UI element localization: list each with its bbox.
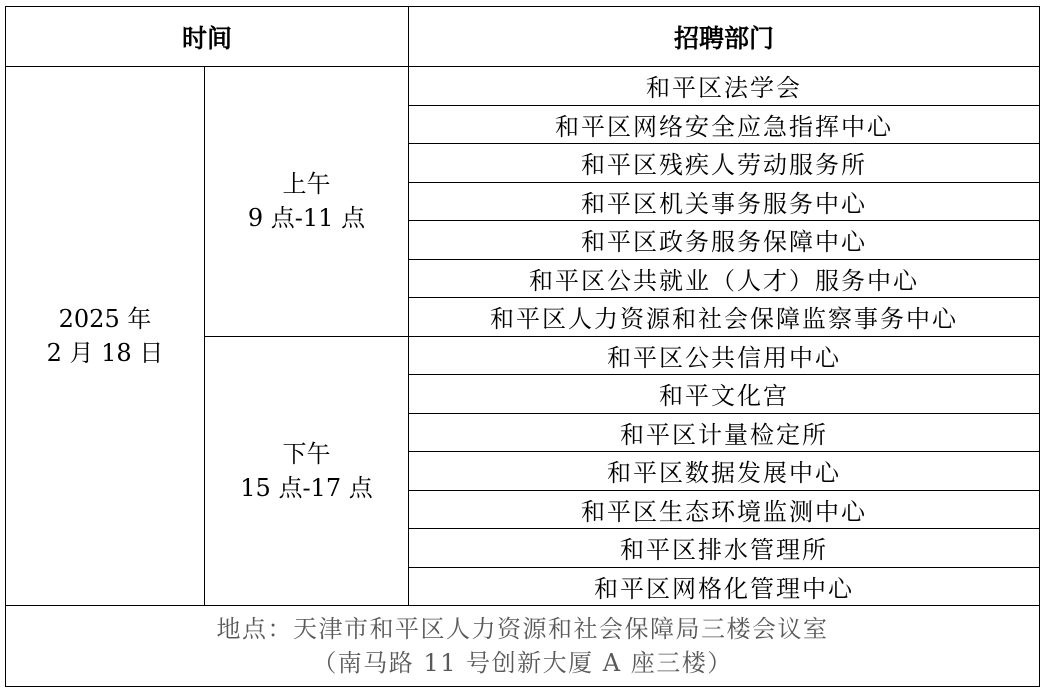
department-cell: 和平区数据发展中心: [409, 452, 1040, 491]
morning-period: 上午: [282, 170, 331, 199]
department-cell: 和平区网络安全应急指挥中心: [409, 105, 1040, 144]
location-building: （南马路 11 号创新大厦 A 座三楼）: [312, 649, 733, 677]
department-cell: 和平区网格化管理中心: [409, 567, 1040, 606]
afternoon-period: 下午: [282, 439, 331, 468]
department-cell: 和平区机关事务服务中心: [409, 182, 1040, 221]
date-year: 2025 年: [58, 305, 152, 333]
location-cell: [6, 606, 1040, 687]
department-cell: 和平区计量检定所: [409, 413, 1040, 452]
department-cell: 和平区政务服务保障中心: [409, 221, 1040, 260]
department-cell: 和平区公共就业（人才）服务中心: [409, 259, 1040, 298]
afternoon-hours: 15 点-17 点: [240, 473, 373, 502]
table-row: [6, 67, 1040, 106]
morning-slot-cell: [205, 67, 409, 337]
location-address: 地点：天津市和平区人力资源和社会保障局三楼会议室: [216, 615, 829, 643]
department-cell: 和平区法学会: [409, 67, 1040, 106]
location-row: [6, 606, 1040, 687]
header-department: 招聘部门: [409, 7, 1040, 67]
recruitment-schedule-table: [5, 6, 1040, 687]
department-cell: 和平区人力资源和社会保障监察事务中心: [409, 298, 1040, 337]
header-time: 时间: [6, 7, 409, 67]
morning-hours: 9 点-11 点: [247, 204, 366, 233]
department-cell: 和平文化宫: [409, 375, 1040, 414]
header-row: [6, 7, 1040, 67]
date-day: 2 月 18 日: [46, 339, 164, 367]
date-cell: [6, 67, 205, 606]
department-cell: 和平区排水管理所: [409, 529, 1040, 568]
department-cell: 和平区生态环境监测中心: [409, 490, 1040, 529]
afternoon-slot-cell: [205, 336, 409, 606]
department-cell: 和平区残疾人劳动服务所: [409, 144, 1040, 183]
department-cell: 和平区公共信用中心: [409, 336, 1040, 375]
